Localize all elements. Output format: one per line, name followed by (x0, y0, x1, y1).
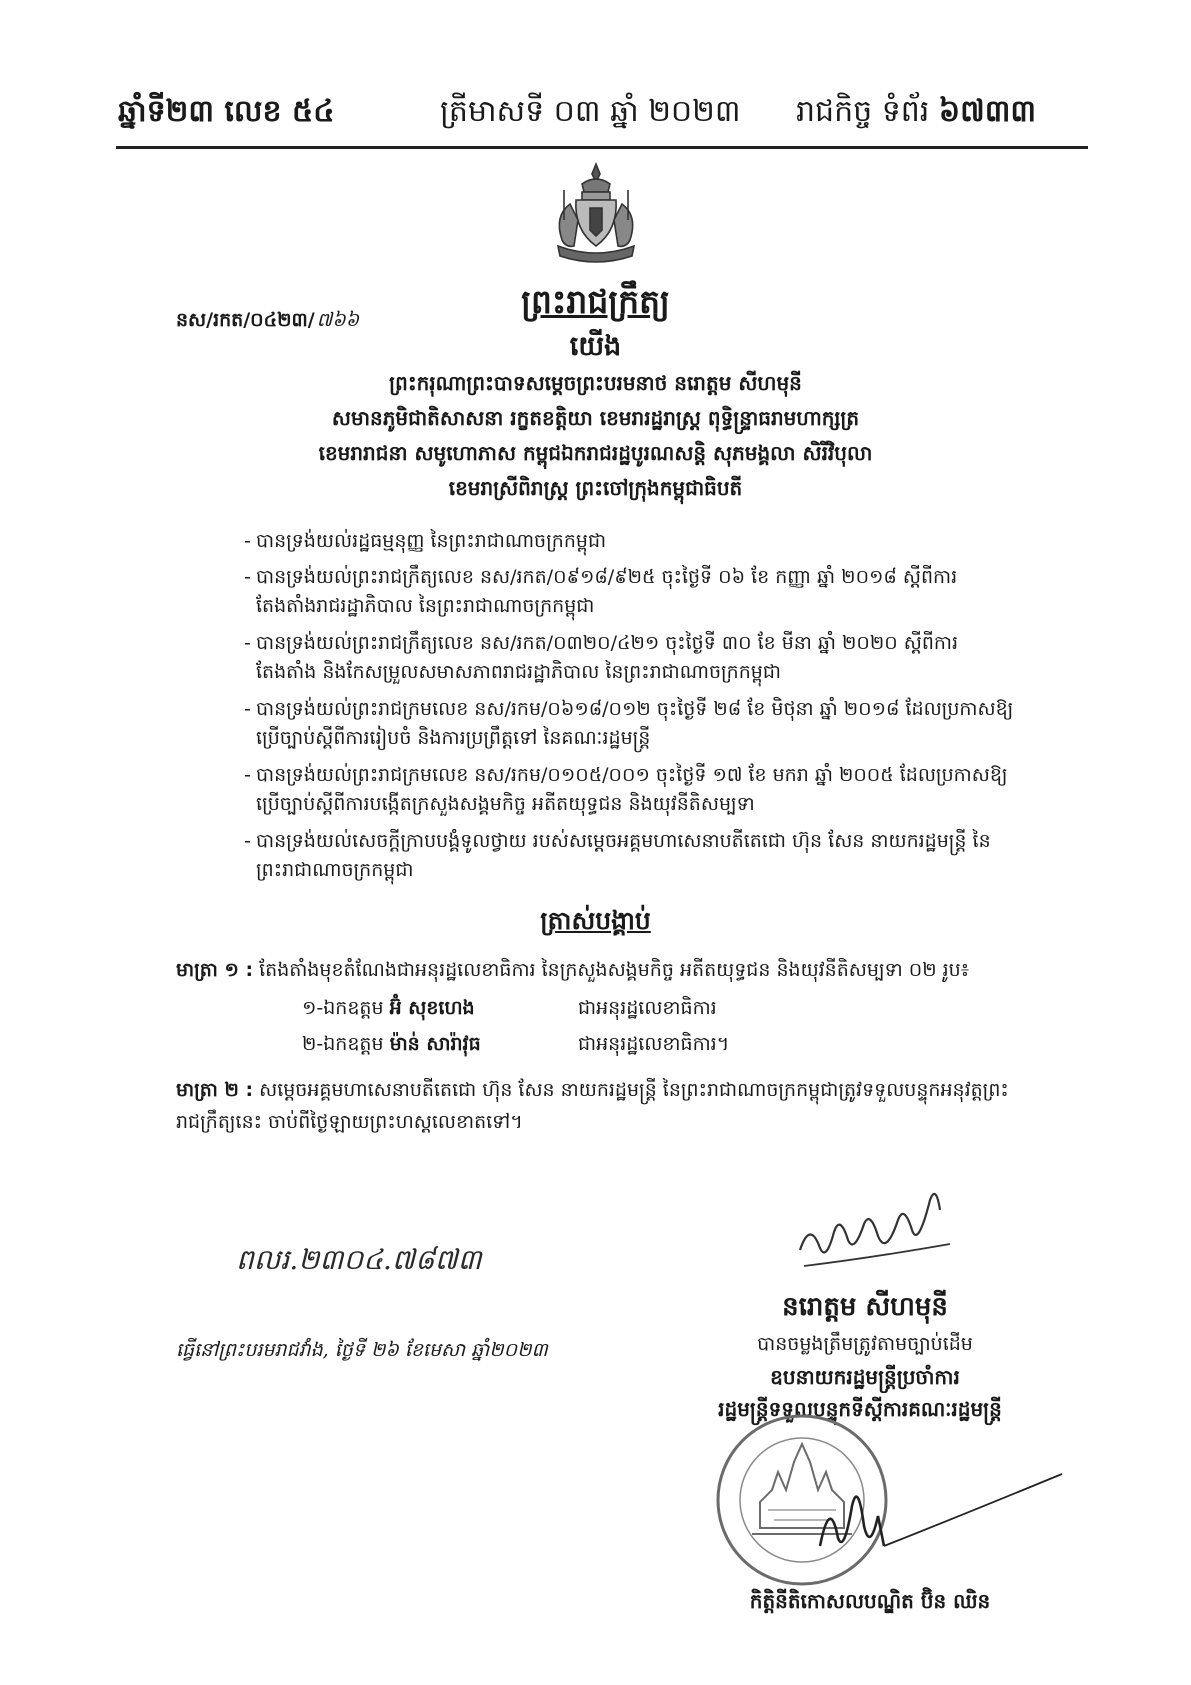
appointee-2-prefix: ២-ឯកឧត្តម (302, 1033, 384, 1055)
reference-number-printed: នស/រកត/០៤២៣/ (176, 309, 315, 331)
appointee-1-position: ជាអនុរដ្ឋលេខាធិការ (578, 997, 717, 1019)
king-signature-icon (790, 1170, 960, 1280)
signer-line-2: ឧបនាយករដ្ឋមន្ត្រីប្រចាំការ (770, 1365, 960, 1389)
we-heading: យើង (569, 331, 622, 362)
article-1-text: តែងតាំងមុខតំណែងជាអនុរដ្ឋលេខាធិការ នៃក្រសួងសង្គមកិច្ច អតីតយុទ្ធជន និងយុវនីតិសម្បទា ០២ រូប៖ (259, 959, 970, 981)
document-title: ព្រះរាជក្រឹត្យ (521, 282, 670, 321)
place-and-date: ធ្វើនៅព្រះបរមរាជវាំង, ថ្ងៃទី ២៦ ខែមេសា ឆ្នាំ២០២៣ (176, 1339, 548, 1361)
visa-item-2: - បានទ្រង់យល់ព្រះរាជក្រឹត្យលេខ នស/រកត/០៩១៨/៩២៥ ចុះថ្ងៃទី ០៦ ខែ កញ្ញា ឆ្នាំ ២០១៨ ស្តីពីការតែងតាំងរាជរដ្ឋាភិបាល នៃព្រះរាជាណាចក្រកម្ពុជា (244, 566, 958, 617)
visa-text-3: បានទ្រង់យល់ព្រះរាជក្រឹត្យលេខ នស/រកត/០៣២០/៤២១ ចុះថ្ងៃទី ៣០ ខែ មីនា ឆ្នាំ ២០២០ ស្តីពីការតែងតាំង និងកែសម្រួលសមាសភាពរាជរដ្ឋាភិបាល នៃព្រះរាជាណាចក្រកម្ពុជា (256, 632, 958, 683)
appointee-2-position: ជាអនុរដ្ឋលេខាធិការ។ (578, 1033, 730, 1055)
signer-bottom-title: កិត្តិនីតិកោសលបណ្ឌិត ប៊ិន ឈិន (749, 1589, 991, 1613)
gazette-year-number: ឆ្នាំទី២៣ លេខ ៥៤ (118, 94, 335, 129)
signer-line-1: បានចម្លងត្រឹមត្រូវតាមច្បាប់ដើម (757, 1333, 973, 1355)
orders-heading: ត្រាស់បង្គាប់ (540, 906, 651, 935)
appointee-2-name: ម៉ាន់ សារ៉ាវុធ (389, 1033, 481, 1055)
king-title-line-1: ព្រះករុណាព្រះបាទសម្តេចព្រះបរមនាថ នរោត្តម សីហមុនី (389, 371, 802, 395)
king-title-line-3: ខេមរារាជនា សមូហោភាស កម្ពុជឯករាជរដ្ឋបូរណសន្តិ សុភមង្គលា សិរីវិបុលា (318, 441, 873, 465)
visa-item-1: - បានទ្រង់យល់រដ្ឋធម្មនុញ្ញ នៃព្រះរាជាណាចក្រកម្ពុជា (244, 530, 607, 552)
visa-item-6: - បានទ្រង់យល់សេចក្តីក្រាបបង្គំទូលថ្វាយ របស់សម្តេចអគ្គមហាសេនាបតីតេជោ ហ៊ុន សែន នាយករដ្ឋមន្ត្រី នៃព្រះរាជាណាចក្រកម្ពុជា (244, 830, 991, 881)
gazette-page-number: ៦៧៣៣ (938, 94, 1036, 129)
article-1 (176, 954, 1016, 986)
visa-item-4: - បានទ្រង់យល់ព្រះរាជក្រមលេខ នស/រកម/០៦១៨/០១២ ចុះថ្ងៃទី ២៨ ខែ មិថុនា ឆ្នាំ ២០១៨ ដែលប្រកាសឱ្យប្រើច្បាប់ស្តីពីការរៀបចំ និងការប្រព្រឹត្តទៅ នៃគណៈរដ្ឋមន្ត្រី (244, 698, 1014, 749)
minister-signature-icon (800, 1456, 1070, 1566)
article-2-label: មាត្រា ២ : (176, 1079, 254, 1101)
king-title-line-4: ខេមរាស្រីពិរាស្ត្រ ព្រះចៅក្រុងកម្ពុជាធិបតី (448, 476, 743, 500)
gazette-page (796, 92, 1036, 136)
visa-text-2: បានទ្រង់យល់ព្រះរាជក្រឹត្យលេខ នស/រកត/០៩១៨/៩២៥ ចុះថ្ងៃទី ០៦ ខែ កញ្ញា ឆ្នាំ ២០១៨ ស្តីពីការតែងតាំងរាជរដ្ឋាភិបាល នៃព្រះរាជាណាចក្រកម្ពុជា (256, 566, 958, 617)
article-1-label: មាត្រា ១ : (176, 959, 254, 981)
header-rule (116, 146, 1088, 149)
appointee-2 (302, 1032, 481, 1060)
visa-text-4: បានទ្រង់យល់ព្រះរាជក្រមលេខ នស/រកម/០៦១៨/០១២ ចុះថ្ងៃទី ២៨ ខែ មិថុនា ឆ្នាំ ២០១៨ ដែលប្រកាសឱ្យប្រើច្បាប់ស្តីពីការរៀបចំ និងការប្រព្រឹត្តទៅ នៃគណៈរដ្ឋមន្ត្រី (256, 698, 1014, 749)
visa-item-5: - បានទ្រង់យល់ព្រះរាជក្រមលេខ នស/រកម/០១០៥/០០១ ចុះថ្ងៃទី ១៧ ខែ មករា ឆ្នាំ ២០០៥ ដែលប្រកាសឱ្យប្រើច្បាប់ស្តីពីការបង្កើតក្រសួងសង្គមកិច្ច អតីតយុទ្ធជន និងយុវនីតិសម្បទា (244, 764, 1008, 815)
visa-text-5: បានទ្រង់យល់ព្រះរាជក្រមលេខ នស/រកម/០១០៥/០០១ ចុះថ្ងៃទី ១៧ ខែ មករា ឆ្នាំ ២០០៥ ដែលប្រកាសឱ្យប្រើច្បាប់ស្តីពីការបង្កើតក្រសួងសង្គមកិច្ច អតីតយុទ្ធជន និងយុវនីតិសម្បទា (256, 764, 1008, 815)
visa-item-3: - បានទ្រង់យល់ព្រះរាជក្រឹត្យលេខ នស/រកត/០៣២០/៤២១ ចុះថ្ងៃទី ៣០ ខែ មីនា ឆ្នាំ ២០២០ ស្តីពីការតែងតាំង និងកែសម្រួលសមាសភាពរាជរដ្ឋាភិបាល នៃព្រះរាជាណាចក្រកម្ពុជា (244, 632, 958, 683)
reference-number-handwritten: ៧៦៦ (316, 309, 360, 331)
royal-coat-of-arms-icon (540, 160, 652, 270)
visa-text-6: បានទ្រង់យល់សេចក្តីក្រាបបង្គំទូលថ្វាយ របស់សម្តេចអគ្គមហាសេនាបតីតេជោ ហ៊ុន សែន នាយករដ្ឋមន្ត្រី នៃព្រះរាជាណាចក្រកម្ពុជា (256, 830, 991, 881)
handwritten-registration-note: ពលរ.២៣០៤.៧៨៧៣ (236, 1243, 482, 1276)
article-2-text: សម្តេចអគ្គមហាសេនាបតីតេជោ ហ៊ុន សែន នាយករដ្ឋមន្ត្រី នៃព្រះរាជាណាចក្រកម្ពុជាត្រូវទទួលបន្ទុកអនុវត្តព្រះរាជក្រឹត្យនេះ ចាប់ពីថ្ងៃឡាយព្រះហស្តលេខាតទៅ។ (176, 1079, 1009, 1133)
appointee-1-prefix: ១-ឯកឧត្តម (302, 997, 384, 1019)
signer-line-3: រដ្ឋមន្ត្រីទទួលបន្ទុកទីស្តីការគណៈរដ្ឋមន្ត្រី (718, 1397, 1002, 1421)
gazette-page-label: រាជកិច្ច ទំព័រ (796, 94, 930, 129)
gazette-quarter: ត្រីមាសទី ០៣ ឆ្នាំ ២០២៣ (440, 94, 741, 129)
appointee-1 (302, 996, 475, 1024)
appointee-1-name: អ៊ំ សុខហេង (389, 997, 475, 1019)
visa-text-1: បានទ្រង់យល់រដ្ឋធម្មនុញ្ញ នៃព្រះរាជាណាចក្រកម្ពុជា (256, 530, 607, 552)
article-2 (176, 1074, 1016, 1138)
signer-name: នរោត្តម សីហមុនី (782, 1292, 948, 1322)
king-title-line-2: សមានភូមិជាតិសាសនា រក្ខតខត្តិយា ខេមរារដ្ឋរាស្ត្រ ពុទ្ធិន្ទ្រាធរាមហាក្សត្រ (331, 406, 860, 430)
